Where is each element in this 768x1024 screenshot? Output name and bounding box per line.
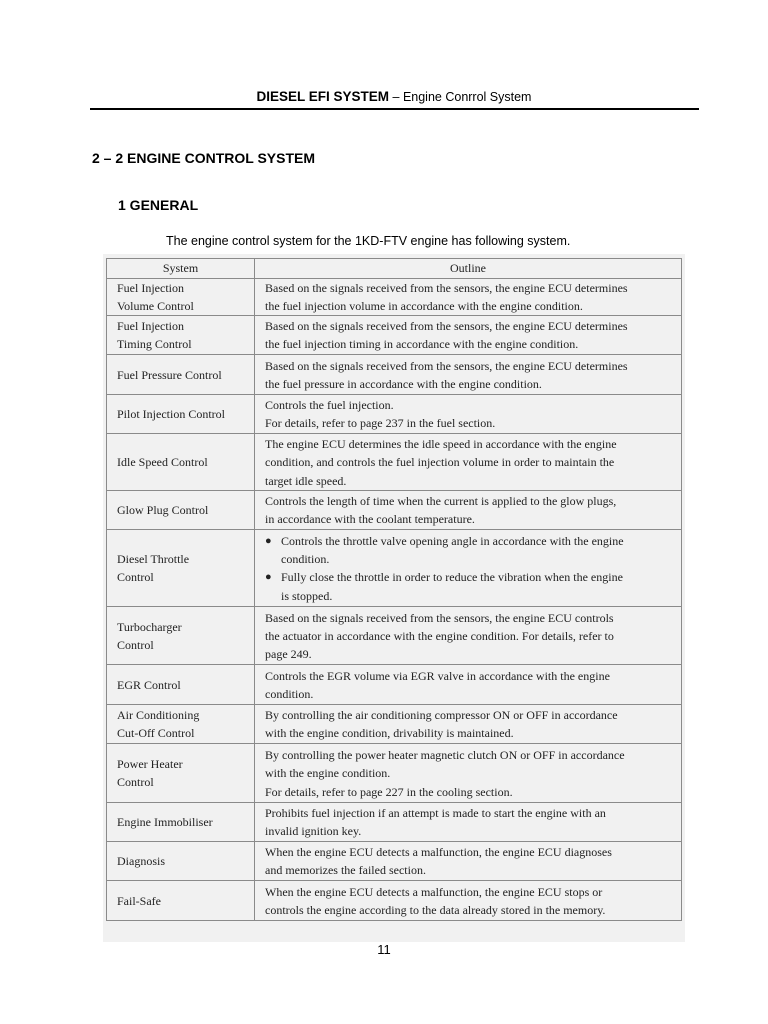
header-title: DIESEL EFI SYSTEM (256, 89, 390, 104)
outline-line: the fuel pressure in accordance with the engine condition. (265, 376, 542, 391)
outline-line: Controls the length of time when the current is applied to the glow plugs, (265, 494, 617, 509)
system-cell (107, 316, 255, 355)
system-cell (107, 881, 255, 921)
table-row (107, 395, 682, 434)
table-scan (103, 254, 685, 942)
outline-line: By controlling the power heater magnetic clutch ON or OFF in accordance (265, 748, 625, 763)
outline-line: is stopped. (281, 588, 333, 603)
engine-control-table (106, 258, 682, 921)
system-cell (107, 395, 255, 434)
system-name-line: Air Conditioning (117, 708, 200, 723)
outline-line: By controlling the air conditioning compressor ON or OFF in accordance (265, 708, 618, 723)
outline-cell (255, 395, 682, 434)
system-name-line: Fail-Safe (117, 893, 161, 908)
system-name-line: Turbocharger (117, 619, 182, 634)
system-name-line: Power Heater (117, 757, 183, 772)
system-name-line: EGR Control (117, 677, 181, 692)
outline-line: page 249. (265, 647, 312, 661)
outline-cell (255, 279, 682, 316)
table-row (107, 607, 682, 665)
outline-line: Fully close the throttle in order to reduce the vibration when the engine (281, 570, 623, 585)
outline-line: Prohibits fuel injection if an attempt is made to start the engine with an (265, 806, 606, 821)
system-cell (107, 434, 255, 491)
outline-line: target idle speed. (265, 473, 347, 488)
outline-line: with the engine condition, drivability is maintained. (265, 726, 514, 741)
outline-line: the fuel injection volume in accordance with the engine condition. (265, 299, 583, 314)
intro-text: The engine control system for the 1KD-FTV engine has following system. (166, 234, 571, 248)
outline-cell (255, 355, 682, 395)
system-name-line: Engine Immobiliser (117, 815, 213, 830)
outline-cell (255, 491, 682, 530)
system-name-line: Cut-Off Control (117, 726, 195, 741)
section-heading: 2 – 2 ENGINE CONTROL SYSTEM (92, 150, 316, 166)
system-cell (107, 607, 255, 665)
outline-line: condition. (265, 686, 314, 701)
outline-line: condition, and controls the fuel injection volume in order to maintain the (265, 455, 615, 470)
table-row (107, 434, 682, 491)
outline-cell (255, 316, 682, 355)
system-name-line: Diagnosis (117, 854, 165, 869)
table-row (107, 705, 682, 744)
table-header-row (107, 259, 682, 279)
outline-line: controls the engine according to the data already stored in the memory. (265, 902, 606, 917)
system-name-line: Glow Plug Control (117, 503, 209, 518)
system-name-line: Pilot Injection Control (117, 407, 225, 422)
outline-line: For details, refer to page 227 in the cooling section. (265, 784, 513, 799)
system-name-line: Fuel Injection (117, 281, 184, 295)
outline-line: The engine ECU determines the idle speed in accordance with the engine (265, 437, 617, 452)
system-name-line: Volume Control (117, 299, 194, 314)
outline-line: Based on the signals received from the sensors, the engine ECU determines (265, 319, 628, 334)
system-cell (107, 530, 255, 607)
outline-line: Based on the signals received from the sensors, the engine ECU determines (265, 281, 628, 295)
table-row (107, 842, 682, 881)
outline-line: When the engine ECU detects a malfunction, the engine ECU diagnoses (265, 845, 612, 860)
header-system: System (107, 259, 255, 279)
outline-line: invalid ignition key. (265, 824, 362, 839)
header-outline: Outline (255, 259, 682, 279)
system-name-line: Timing Control (117, 337, 192, 352)
system-cell (107, 355, 255, 395)
system-name-line: Fuel Injection (117, 319, 184, 334)
outline-cell (255, 434, 682, 491)
bullet-icon: ● (265, 571, 272, 584)
header-rule (90, 108, 699, 110)
table-row (107, 316, 682, 355)
outline-line: with the engine condition. (265, 766, 391, 781)
outline-cell (255, 803, 682, 842)
table-row (107, 744, 682, 803)
page-number: 11 (377, 942, 391, 957)
system-name-line: Idle Speed Control (117, 455, 208, 470)
system-name-line: Control (117, 775, 154, 790)
system-name-line: Control (117, 637, 154, 652)
outline-line: and memorizes the failed section. (265, 863, 426, 878)
outline-line: For details, refer to page 237 in the fuel section. (265, 416, 496, 431)
system-name-line: Fuel Pressure Control (117, 367, 222, 382)
running-header (90, 89, 698, 104)
table-row (107, 355, 682, 395)
subsection-heading: 1 GENERAL (118, 197, 199, 213)
outline-cell (255, 607, 682, 665)
outline-line: Controls the throttle valve opening angle in accordance with the engine (281, 534, 624, 548)
system-cell (107, 491, 255, 530)
outline-line: Based on the signals received from the sensors, the engine ECU controls (265, 610, 614, 625)
outline-cell (255, 744, 682, 803)
bullet-item (265, 568, 673, 604)
outline-cell (255, 705, 682, 744)
table-row (107, 530, 682, 607)
table-row (107, 491, 682, 530)
table-row (107, 665, 682, 705)
table-row (107, 803, 682, 842)
outline-cell (255, 842, 682, 881)
outline-line: Controls the EGR volume via EGR valve in accordance with the engine (265, 668, 610, 683)
table-row (107, 881, 682, 921)
outline-line: in accordance with the coolant temperature. (265, 512, 475, 527)
outline-line: the fuel injection timing in accordance with the engine condition. (265, 337, 579, 352)
outline-line: the actuator in accordance with the engine condition. For details, refer to (265, 628, 614, 643)
system-name-line: Control (117, 570, 154, 585)
system-cell (107, 279, 255, 316)
system-cell (107, 842, 255, 881)
bullet-item (265, 532, 673, 568)
outline-line: condition. (281, 552, 330, 567)
system-cell (107, 803, 255, 842)
header-subtitle: – Engine Conrrol System (389, 90, 532, 104)
system-cell (107, 705, 255, 744)
system-cell (107, 665, 255, 705)
outline-cell (255, 530, 682, 607)
bullet-icon: ● (265, 535, 272, 547)
outline-line: Based on the signals received from the sensors, the engine ECU determines (265, 358, 628, 373)
outline-line: Controls the fuel injection. (265, 398, 394, 413)
outline-cell (255, 881, 682, 921)
system-name-line: Diesel Throttle (117, 552, 190, 567)
outline-cell (255, 665, 682, 705)
table-row (107, 279, 682, 316)
outline-line: When the engine ECU detects a malfunction, the engine ECU stops or (265, 884, 603, 899)
system-cell (107, 744, 255, 803)
